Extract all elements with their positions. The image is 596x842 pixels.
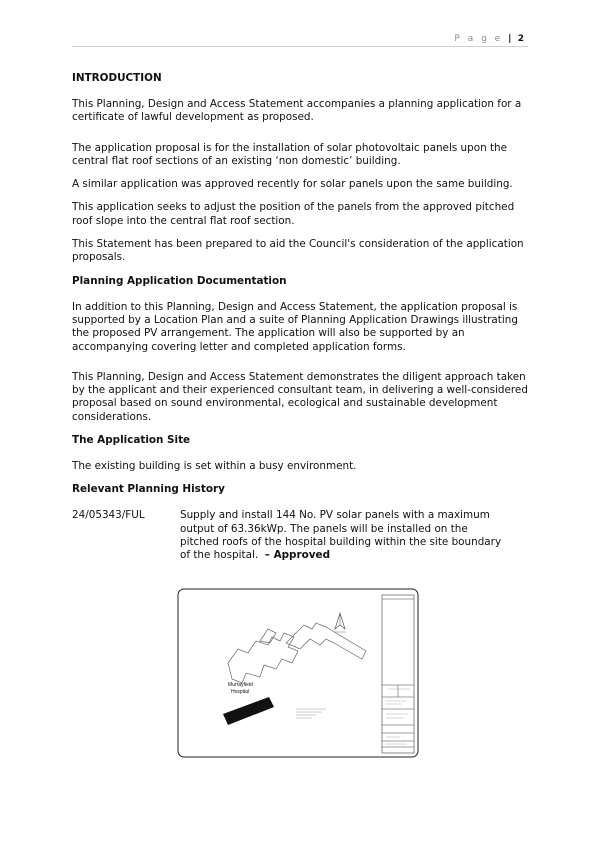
- site-plan-drawing: [176, 587, 420, 759]
- history-description: [180, 509, 502, 562]
- page-number-value: 2: [517, 34, 524, 44]
- history-description-text: Supply and install 144 No. PV solar panels with a maximum output of 63.36kWp. The panels will be installed on the pitched roofs of the hospital building within the site boundary of the hospital.: [180, 509, 502, 562]
- page-label: P a g e: [454, 34, 503, 44]
- site-label-line2: Hospital: [231, 689, 250, 695]
- site-paragraph: The existing building is set within a busy environment.: [72, 460, 357, 473]
- documentation-paragraph: This Planning, Design and Access Statement demonstrates the diligent approach taken by the applicant and their experienced consultant team, in delivering a well-considered proposal based on sound environmental, ecological and sustainable development considerations.: [72, 370, 528, 423]
- intro-paragraph: The application proposal is for the installation of solar photovoltaic panels upon the central flat roof sections of an existing ‘non domestic’ building.: [72, 141, 508, 167]
- history-status: – Approved: [264, 549, 331, 562]
- page-number: [454, 34, 524, 44]
- intro-paragraph: A similar application was approved recently for solar panels upon the same building.: [72, 178, 513, 191]
- site-heading: The Application Site: [72, 434, 191, 447]
- intro-heading: INTRODUCTION: [72, 72, 162, 84]
- page-header: [72, 30, 528, 47]
- history-heading: Relevant Planning History: [72, 483, 225, 496]
- page-separator: |: [508, 34, 513, 44]
- documentation-paragraph: In addition to this Planning, Design and Access Statement, the application proposal is supported by a Location Plan and a suite of Planning Application Drawings illustrating the proposed PV arrangement. The application will also be supported by an accompanying covering letter and completed application forms.: [72, 300, 518, 353]
- history-entry: [72, 509, 532, 562]
- document-body: [72, 72, 532, 563]
- intro-paragraph: This Statement has been prepared to aid the Council's consideration of the application proposals.: [72, 238, 524, 264]
- intro-paragraph: This Planning, Design and Access Statement accompanies a planning application for a certificate of lawful development as proposed.: [72, 98, 522, 124]
- site-label-line1: Murrayfield: [228, 682, 253, 688]
- site-plan-svg: [176, 587, 420, 759]
- intro-paragraph: This application seeks to adjust the position of the panels from the approved pitched roof slope into the central flat roof section.: [72, 201, 515, 227]
- documentation-heading: Planning Application Documentation: [72, 274, 287, 287]
- history-reference: 24/05343/FUL: [72, 509, 145, 522]
